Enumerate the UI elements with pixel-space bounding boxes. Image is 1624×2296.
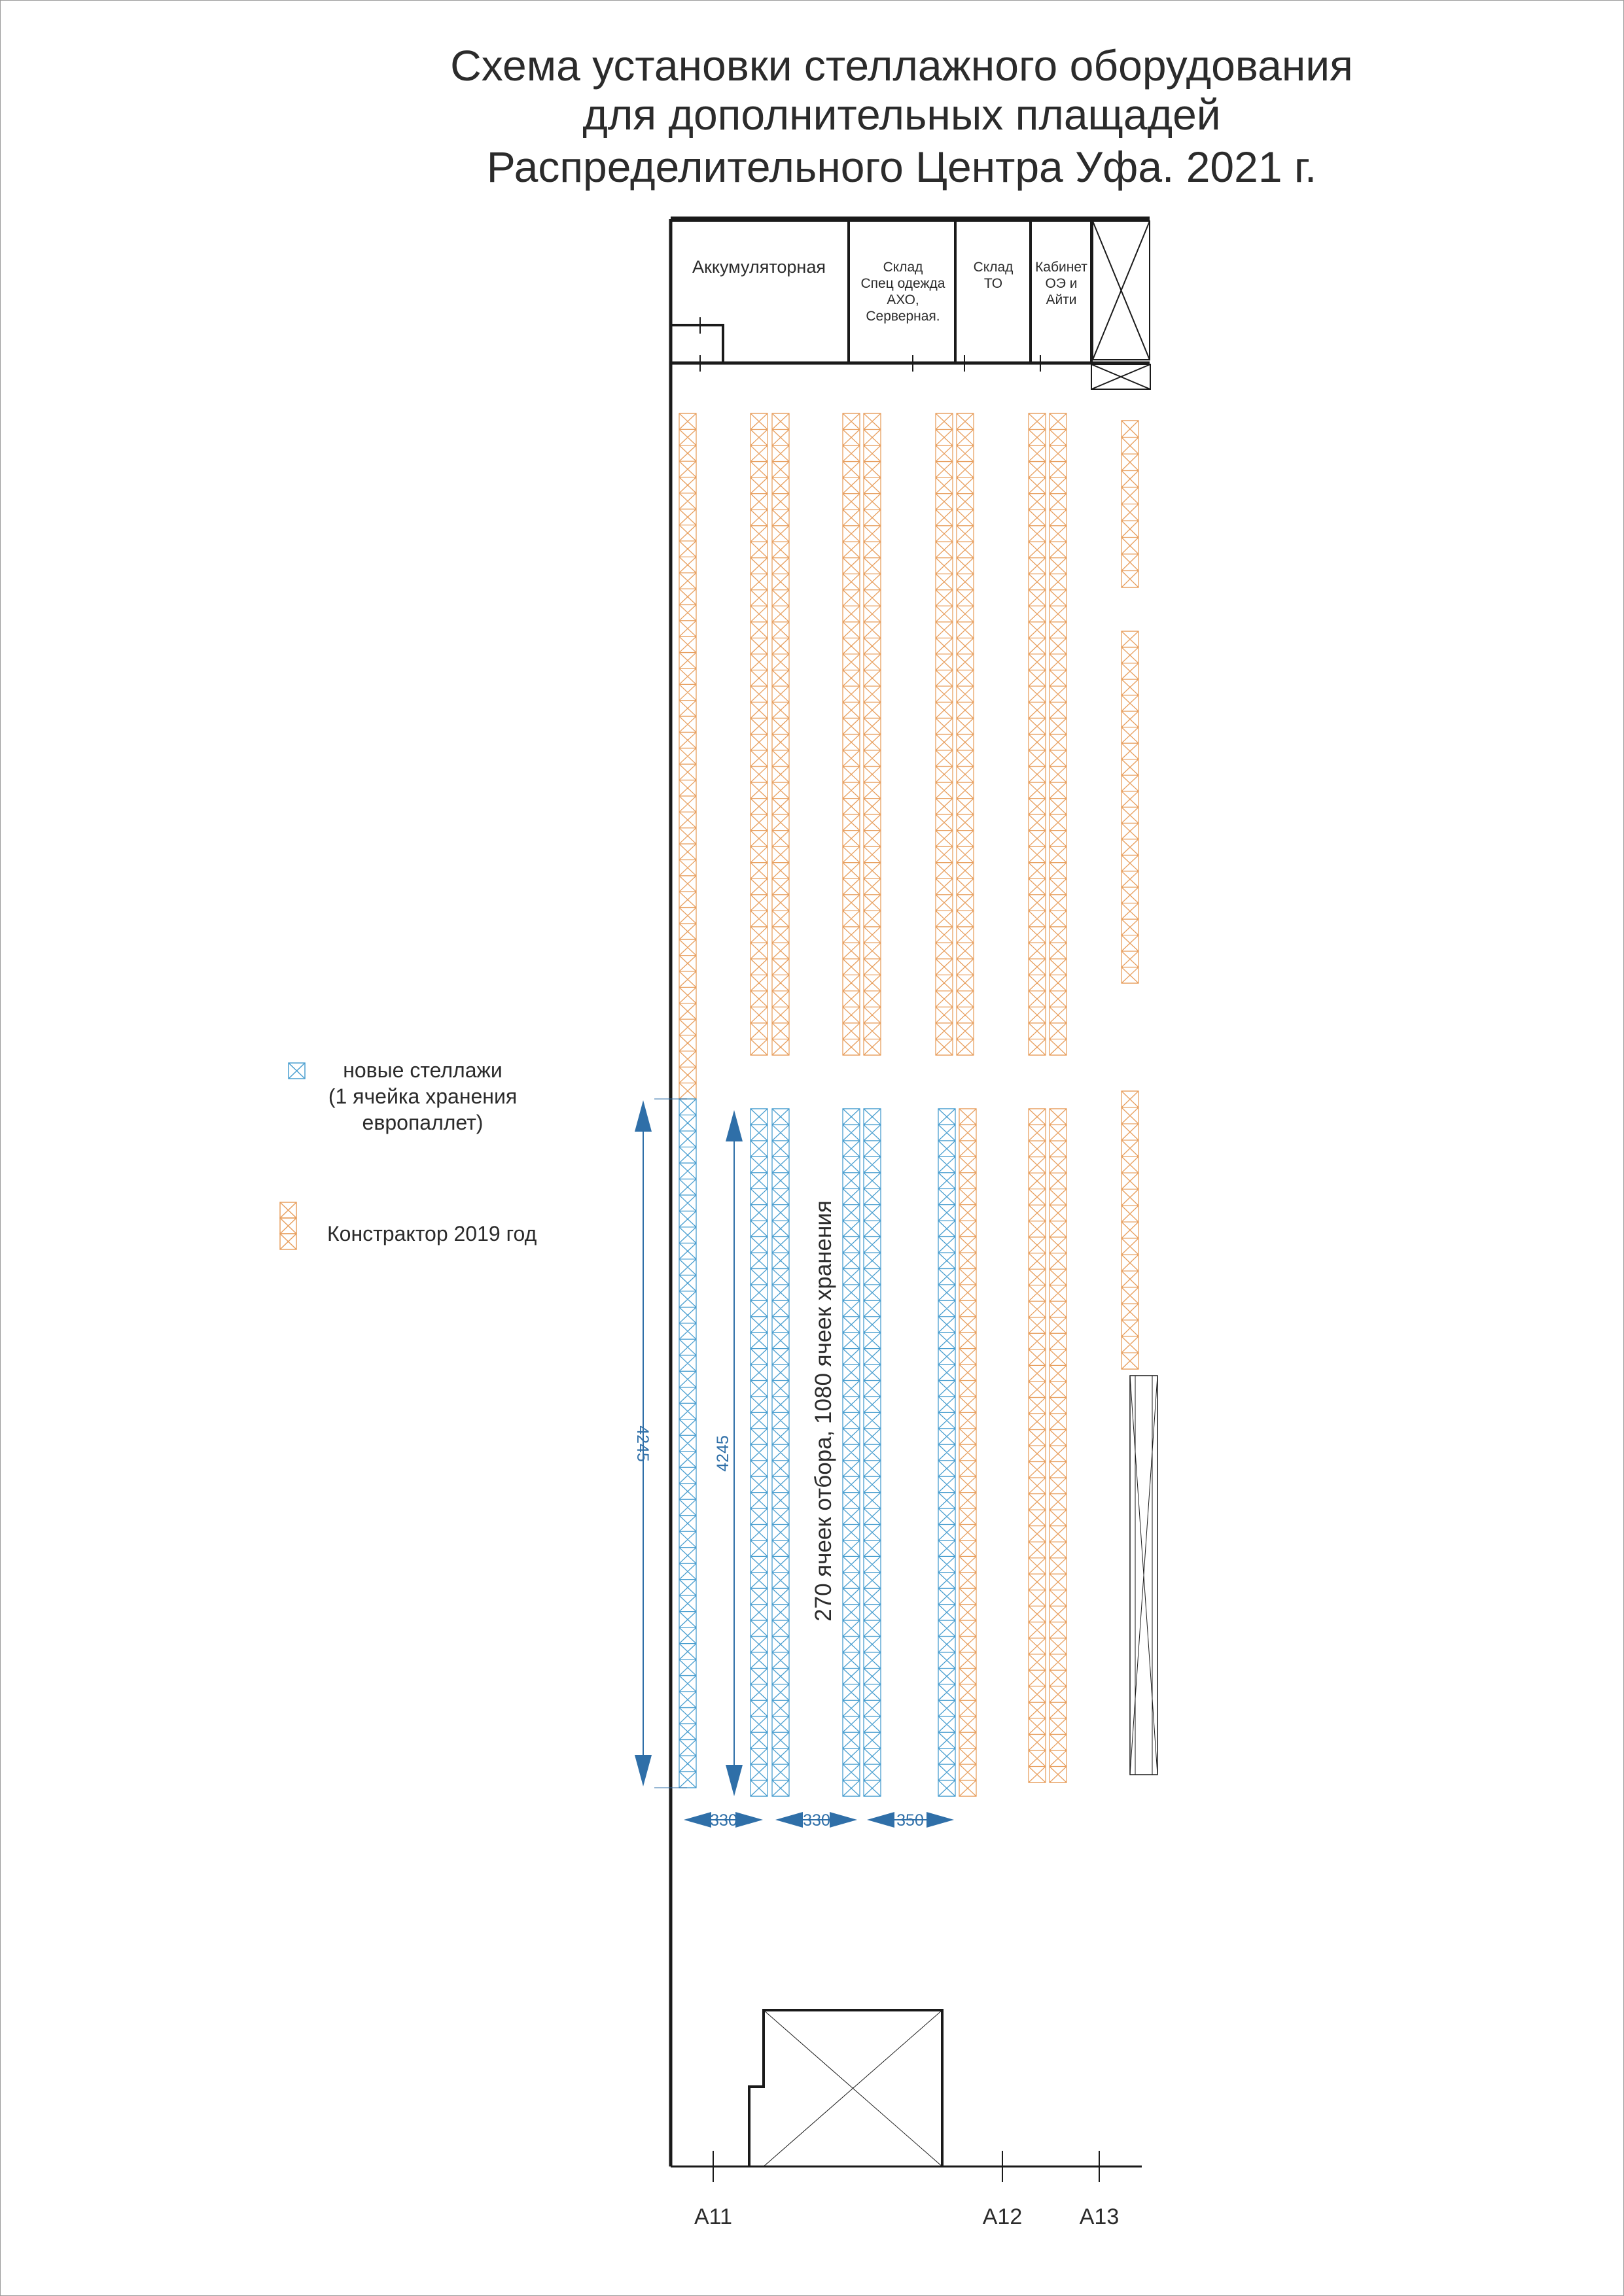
axis-label-a11: А11 <box>694 2204 732 2229</box>
rack-column-old-upper-1b <box>772 413 789 1055</box>
rack-column-new-1a <box>750 1109 768 1796</box>
capacity-annotation: 270 ячеек отбора, 1080 ячеек хранения <box>811 1200 836 1622</box>
rack-column-old-upper-1a <box>750 413 768 1055</box>
rack-column-new-2a <box>843 1109 860 1796</box>
room-office-label-2: ОЭ и <box>1045 276 1078 291</box>
rack-column-old-upper-3b <box>957 413 974 1055</box>
dim-length-outer-label: 4245 <box>633 1425 652 1462</box>
lift-shaft-right <box>1130 1376 1157 1775</box>
title-line-1: Схема установки стеллажного оборудования <box>450 41 1353 90</box>
rack-column-old-right-2 <box>1121 631 1139 983</box>
legend-new-racks-line-2: (1 ячейка хранения <box>328 1085 518 1108</box>
rack-layout <box>679 413 1139 1796</box>
rack-column-old-3b <box>959 1109 976 1796</box>
rack-column-old-upper-3a <box>936 413 953 1055</box>
dim-aisle-2-label: 330 <box>803 1811 830 1830</box>
room-battery-label: Аккумуляторная <box>692 257 826 277</box>
legend-new-racks-line-3: европаллет) <box>362 1111 484 1134</box>
rack-column-old-right-1 <box>1121 421 1139 587</box>
rack-column-old-upper-4b <box>1050 413 1067 1055</box>
title-line-2: для дополнительных плащадей <box>582 90 1221 139</box>
axis-label-a13: А13 <box>1079 2204 1120 2229</box>
rack-column-old-right-3 <box>1121 1091 1139 1369</box>
room-storage-label-1: Склад <box>883 260 923 275</box>
rack-column-new-2b <box>864 1109 881 1796</box>
rack-column-old-0 <box>679 413 696 1099</box>
legend-old-racks-label: Констрактор 2019 год <box>327 1222 537 1245</box>
room-storage-label-4: Серверная. <box>866 309 940 324</box>
dim-aisle-3-label: 350 <box>896 1811 924 1830</box>
rack-column-new-3a <box>938 1109 955 1796</box>
rack-column-new-0 <box>679 1099 696 1788</box>
room-storage-label-3: АХО, <box>887 292 919 307</box>
rack-column-old-upper-2a <box>843 413 860 1055</box>
rack-column-old-lower-4b <box>1050 1109 1067 1783</box>
legend-old-racks-swatch <box>280 1202 296 1249</box>
lift-block-bottom <box>749 2010 942 2166</box>
room-office-label-1: Кабинет <box>1035 260 1087 275</box>
legend-new-racks-swatch <box>289 1063 305 1079</box>
room-office-label-3: Айти <box>1046 292 1077 307</box>
room-storage-label-2: Спец одежда <box>860 276 945 291</box>
building-walls <box>671 219 1150 2166</box>
dim-aisle-1-label: 330 <box>710 1811 737 1830</box>
rack-column-old-lower-4a <box>1029 1109 1046 1783</box>
axis-label-a12: А12 <box>982 2204 1023 2229</box>
rack-column-new-1b <box>772 1109 789 1796</box>
wall-small-nook <box>671 325 723 363</box>
lift-shaft-top <box>1091 221 1150 389</box>
title-line-3: Распределительного Центра Уфа. 2021 г. <box>486 143 1317 191</box>
rack-column-old-upper-2b <box>864 413 881 1055</box>
dim-length-inner-label: 4245 <box>714 1435 732 1472</box>
room-to-label-1: Склад <box>973 260 1014 275</box>
rack-column-old-upper-4a <box>1029 413 1046 1055</box>
room-to-label-2: ТО <box>983 276 1003 291</box>
legend-new-racks-line-1: новые стеллажи <box>343 1058 503 1082</box>
